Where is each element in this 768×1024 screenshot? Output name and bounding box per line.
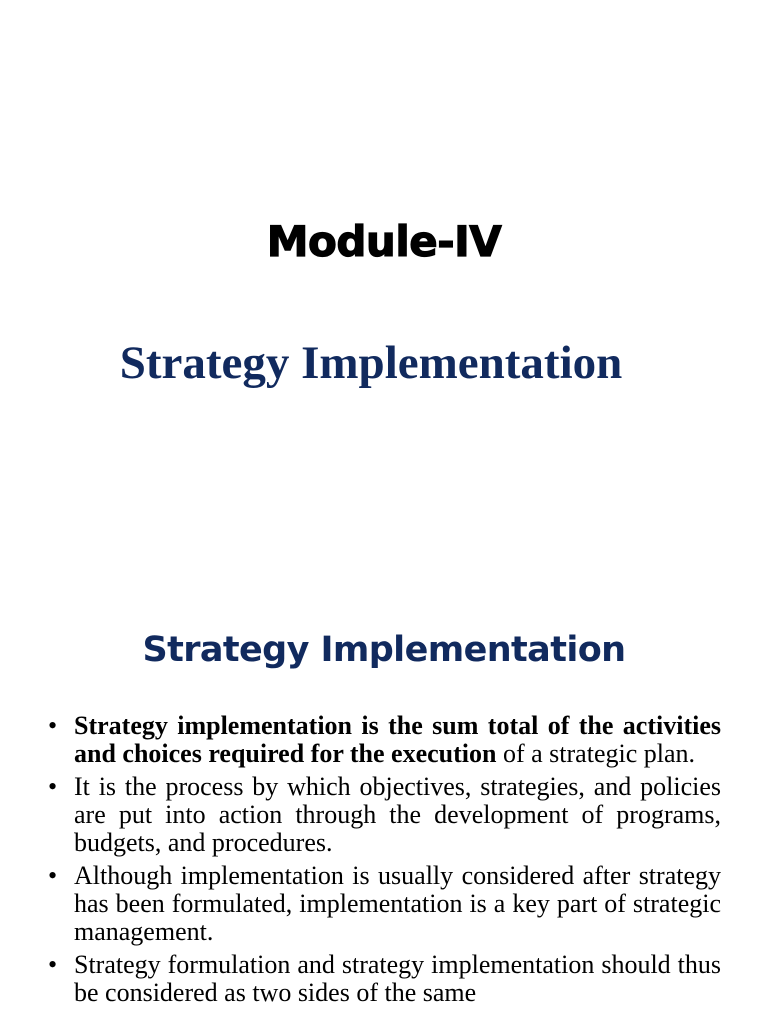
- main-title: Strategy Implementation: [119, 337, 623, 389]
- bullet-item: [48, 951, 721, 1007]
- bullet-text: Strategy formulation and strategy implementation should thus be considered as two sides of the same: [74, 950, 721, 1007]
- bullet-list: [48, 712, 721, 1012]
- module-title: Module-IV: [266, 217, 502, 266]
- section-title: Strategy Implementation: [142, 630, 626, 670]
- bullet-bold-text: Strategy implementation is the sum total of the activities and choices required for the execution: [74, 711, 721, 768]
- bullet-dot-icon: •: [48, 711, 58, 740]
- bullet-text: Although implementation is usually considered after strategy has been formulated, implementation is a key part of strategic management.: [74, 861, 721, 946]
- bullet-item: [48, 773, 721, 857]
- bullet-item: [48, 712, 721, 768]
- bullet-text: It is the process by which objectives, strategies, and policies are put into action through the development of programs, budgets, and procedures.: [74, 772, 721, 857]
- bullet-dot-icon: •: [48, 950, 58, 979]
- bullet-dot-icon: •: [48, 772, 58, 801]
- bullet-dot-icon: •: [48, 861, 58, 890]
- bullet-text: of a strategic plan.: [496, 739, 696, 768]
- content-slide: [0, 576, 768, 1024]
- bullet-item: [48, 862, 721, 946]
